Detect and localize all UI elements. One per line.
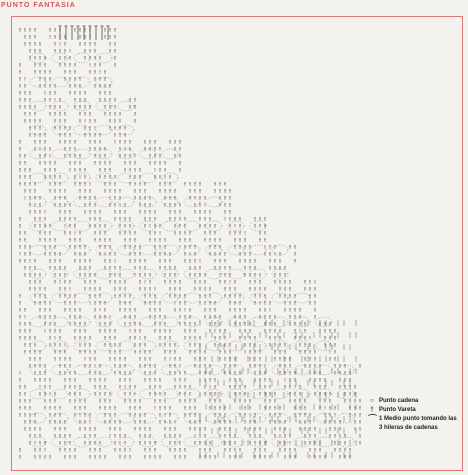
chain-loop	[96, 365, 112, 375]
chain-loop	[30, 221, 46, 231]
legend-item-half-stitch	[368, 415, 468, 433]
chain-loop	[30, 341, 46, 351]
chain-loop	[316, 437, 332, 447]
chain-loop	[52, 389, 68, 399]
chain-loop	[162, 389, 178, 399]
legend-label-chain: Punto cadena	[379, 398, 419, 404]
chain-loop	[250, 221, 266, 231]
chain-loop	[30, 413, 46, 423]
chain-loop	[140, 413, 156, 423]
legend-label-half-stitch-line1: 1 Medio punto tomando las	[379, 416, 457, 422]
chain-loop	[206, 221, 222, 231]
legend-item-chain	[368, 397, 468, 406]
chain-loop	[140, 341, 156, 351]
chain-loop	[96, 293, 112, 303]
chain-loop	[30, 437, 46, 447]
chain-loop	[184, 389, 200, 399]
chain-loop	[30, 245, 46, 255]
chain-loop	[96, 245, 112, 255]
chain-loop	[250, 269, 266, 279]
chain-loop	[74, 245, 90, 255]
chain-loop	[228, 365, 244, 375]
chain-loop	[30, 197, 46, 207]
chain-loop	[118, 221, 134, 231]
chain-loop	[272, 389, 288, 399]
chain-loop	[118, 101, 134, 111]
chain-loop	[206, 341, 222, 351]
chain-loop	[338, 413, 354, 423]
chain-loop	[96, 389, 112, 399]
chain-loop	[140, 317, 156, 327]
chain-loop	[316, 341, 332, 351]
chain-loop	[74, 341, 90, 351]
chain-loop	[74, 173, 90, 183]
chain-loop	[140, 149, 156, 159]
chain-loop	[74, 413, 90, 423]
chain-loop	[206, 245, 222, 255]
chain-loop	[294, 413, 310, 423]
chain-loop	[52, 77, 68, 87]
legend-item-double-crochet	[368, 406, 468, 415]
chain-loop	[162, 221, 178, 231]
chain-loop	[30, 77, 46, 87]
legend-label-half-stitch-line2: 3 hileras de cadenas	[379, 425, 438, 431]
chain-loop	[118, 197, 134, 207]
chain-loop	[140, 245, 156, 255]
chain-loop	[206, 293, 222, 303]
chain-loop	[184, 245, 200, 255]
chain-loop	[294, 293, 310, 303]
chain-loop	[74, 221, 90, 231]
chain-loop	[162, 317, 178, 327]
chain-loop	[118, 317, 134, 327]
chain-loop	[184, 365, 200, 375]
chain-loop	[74, 197, 90, 207]
chain-loop	[184, 269, 200, 279]
chain-loop	[140, 269, 156, 279]
chain-loop	[30, 173, 46, 183]
chain-loop	[74, 317, 90, 327]
chain-loop	[74, 149, 90, 159]
chain-loop	[250, 389, 266, 399]
chain-loop	[30, 53, 46, 63]
chain-loop	[250, 317, 266, 327]
chain-loop	[140, 221, 156, 231]
chain-loop	[96, 341, 112, 351]
chain-loop	[118, 389, 134, 399]
chain-loop	[118, 125, 134, 135]
chain-loop	[206, 389, 222, 399]
chain-loop	[162, 149, 178, 159]
chain-loop	[228, 293, 244, 303]
chart-title: PUNTO FANTASIA	[1, 2, 76, 9]
chain-loop	[140, 197, 156, 207]
chain-loop	[206, 365, 222, 375]
chain-loop	[118, 413, 134, 423]
chain-loop	[272, 317, 288, 327]
chain-stitch-icon: ○	[370, 398, 374, 404]
chain-loop	[96, 317, 112, 327]
chain-loop	[184, 341, 200, 351]
chain-loop	[74, 269, 90, 279]
chain-loop	[30, 293, 46, 303]
chain-loop	[74, 437, 90, 447]
chain-loop	[96, 125, 112, 135]
chain-loop	[228, 221, 244, 231]
stitch-legend	[368, 397, 468, 433]
chain-loop	[52, 221, 68, 231]
chain-loop	[184, 413, 200, 423]
legend-label-double-crochet: Punto Vareta	[379, 407, 416, 413]
chain-loop	[96, 437, 112, 447]
double-crochet-icon: †	[370, 407, 374, 413]
chain-loop	[228, 245, 244, 255]
chain-loop	[294, 341, 310, 351]
chain-loop	[74, 53, 90, 63]
chain-loop	[118, 365, 134, 375]
chain-loop	[140, 437, 156, 447]
chain-loop	[184, 293, 200, 303]
chain-loop	[184, 317, 200, 327]
chain-loop	[52, 317, 68, 327]
chain-loop	[250, 341, 266, 351]
chain-loop	[30, 149, 46, 159]
chain-loop	[96, 149, 112, 159]
chain-loop	[140, 173, 156, 183]
chain-loop	[74, 125, 90, 135]
chain-loop	[206, 317, 222, 327]
chain-loop	[316, 365, 332, 375]
chain-loop	[250, 365, 266, 375]
chain-loop	[316, 389, 332, 399]
chain-loop	[184, 197, 200, 207]
chain-loop	[96, 77, 112, 87]
chain-loop	[184, 437, 200, 447]
chain-loop	[96, 173, 112, 183]
chain-loop	[250, 413, 266, 423]
chain-loop	[118, 245, 134, 255]
chain-loop	[96, 221, 112, 231]
chain-loop	[74, 293, 90, 303]
chain-loop	[30, 365, 46, 375]
chain-loop	[140, 389, 156, 399]
chain-loop	[96, 197, 112, 207]
chain-loop	[316, 317, 332, 327]
chain-loop	[74, 365, 90, 375]
chain-loop	[338, 365, 354, 375]
chain-loop	[96, 413, 112, 423]
chain-loop	[118, 149, 134, 159]
chain-loop	[30, 269, 46, 279]
chain-loop	[206, 413, 222, 423]
chain-loop	[74, 77, 90, 87]
chain-loop	[250, 293, 266, 303]
chain-loop	[140, 365, 156, 375]
chain-loop	[118, 173, 134, 183]
chain-loop	[206, 437, 222, 447]
chain-loop	[250, 437, 266, 447]
chain-loop	[184, 221, 200, 231]
chain-loop	[74, 389, 90, 399]
chain-loop	[30, 389, 46, 399]
chain-loop	[316, 413, 332, 423]
chain-loop	[96, 53, 112, 63]
chain-loop	[30, 317, 46, 327]
chain-loop	[74, 101, 90, 111]
chain-loop	[140, 293, 156, 303]
chain-loop	[118, 293, 134, 303]
half-stitch-bundle-icon: ⌒	[368, 414, 378, 424]
chain-loop	[250, 245, 266, 255]
chain-loop	[30, 125, 46, 135]
chain-loop	[206, 197, 222, 207]
chain-loop	[52, 149, 68, 159]
chain-loop	[118, 341, 134, 351]
chain-loop	[338, 389, 354, 399]
chain-loop	[30, 101, 46, 111]
